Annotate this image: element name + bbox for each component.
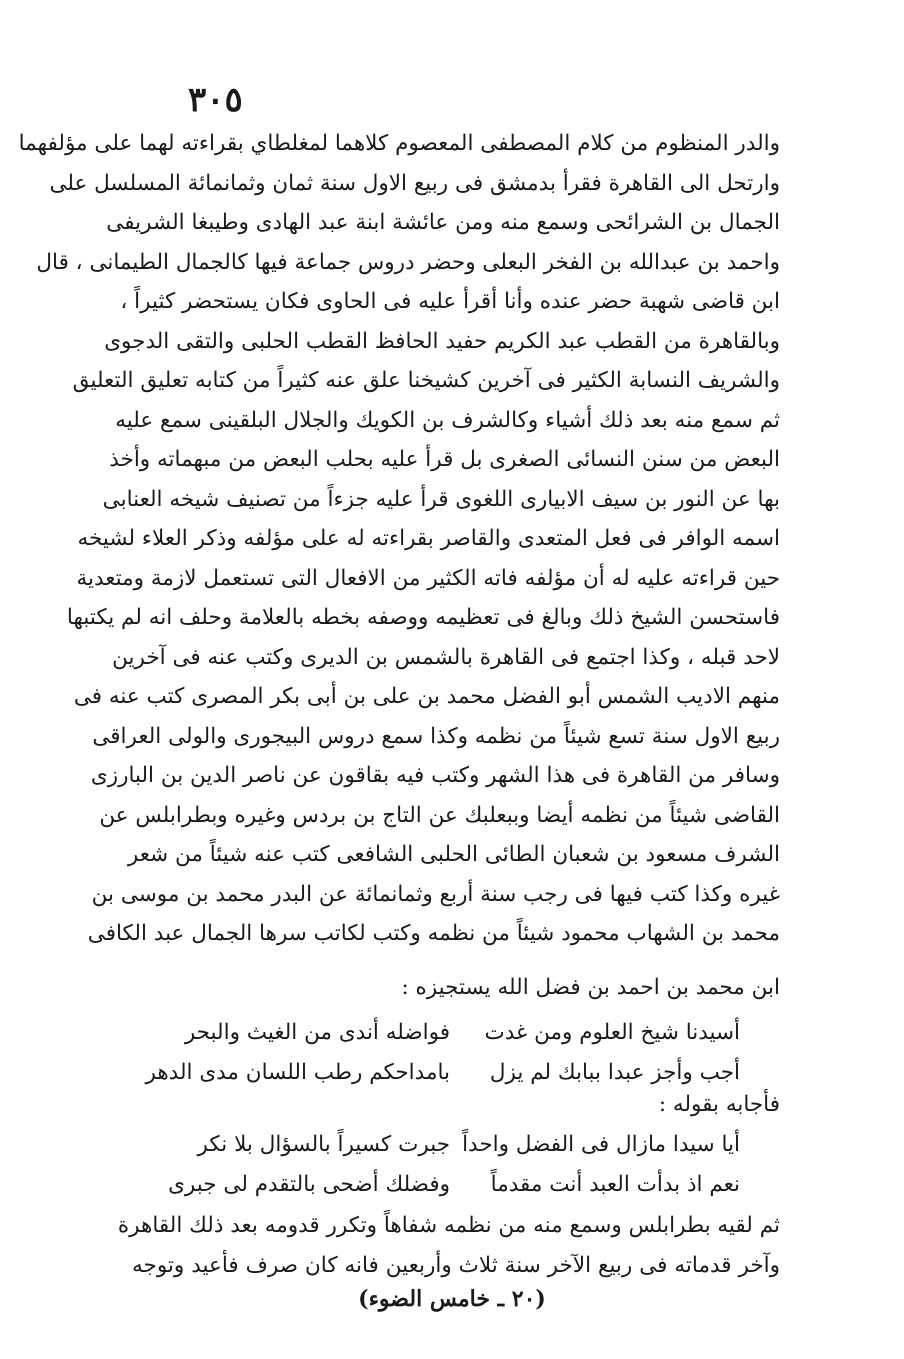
hemistich-first: أسيدنا شيخ العلوم ومن غدت [484,1019,740,1045]
verse-line [160,1012,740,1052]
text-line: واحمد بن عبدالله بن الفخر البعلى وحضر دروس جماعة فيها كالجمال الطيمانى ، قال [36,249,780,275]
text-line: حين قراءته عليه له أن مؤلفه فاته الكثير من الافعال التى تستعمل لازمة ومتعدية [76,565,780,591]
hemistich-first: أيا سيدا مازال فى الفضل واحداً [462,1131,740,1157]
hemistich-second: فواضله أندى من الغيث والبحر [184,1019,450,1045]
hemistich-second: جبرت كسيراً بالسؤال بلا نكر [197,1131,450,1157]
text-line: بها عن النور بن سيف الابيارى اللغوى قرأ عليه جزءاً من تصنيف شيخه العنابى [102,486,780,512]
text-line: البعض من سنن النسائى الصغرى بل قرأ عليه بحلب البعض من مبهماته وأخذ [109,447,780,472]
text-line: وبالقاهرة من القطب عبد الكريم حفيد الحافظ القطب الحلبى والتقى الدجوى [104,328,780,354]
hemistich-second: بامداحكم رطب اللسان مدى الدهر [145,1059,450,1085]
verse-intro: ابن محمد بن احمد بن فضل الله يستجيزه : [401,975,780,1000]
text-line: القاضى شيئاً من نظمه أيضا وببعلبك عن التاج بن بردس وغيره وبطرابلس عن [99,802,780,828]
text-line: الجمال بن الشرائحى وسمع منه ومن عائشة ابنة عبد الهادى وطيبغا الشريفى [106,210,780,235]
text-line: منهم الاديب الشمس أبو الفضل محمد بن على بن أبى بكر المصرى كتب عنه فى [73,684,780,709]
verse-line [160,1124,740,1164]
text-line: ثم لقيه بطرابلس وسمع منه من نظمه شفاهاً وتكرر قدومه بعد ذلك القاهرة [117,1213,780,1238]
text-line: الشرف مسعود بن شعبان الطائى الحلبى الشافعى كتب عنه شيئاً من شعر [127,842,780,867]
text-line: ثم سمع منه بعد ذلك أشياء وكالشرف بن الكويك والجلال البلقينى سمع عليه [115,407,780,433]
text-line: وآخر قدماته فى ربيع الآخر سنة ثلاث وأربعين فانه كان صرف فأعيد وتوجه [132,1252,780,1278]
hemistich-first: أجب وأجز عبدا ببابك لم يزل [489,1059,740,1085]
text-line: ابن قاضى شهبة حضر عنده وأنا أقرأ عليه فى الحاوى فكان يستحضر كثيراً ، [120,289,780,314]
verse-intro: فأجابه بقوله : [658,1092,780,1117]
main-text [18,124,780,954]
signature-mark: (٢٠ ـ خامس الضوء) [358,1286,546,1312]
text-line: محمد بن الشهاب محمود شيئاً من نظمه وكتب لكاتب سرها الجمال عبد الكافى [87,921,780,946]
text-line: لاحد قبله ، وكذا اجتمع فى القاهرة بالشمس بن الديرى وكتب عنه فى آخرين [112,644,780,670]
text-line: وارتحل الى القاهرة فقرأ بدمشق فى ربيع الاول سنة ثمان وثمانمائة المسلسل على [49,170,780,196]
verse-block [145,1012,740,1092]
text-line: والدر المنظوم من كلام المصطفى المعصوم كلاهما لمغلطاي بقراءته لهما على مؤلفهما [18,131,780,156]
text-line: والشريف النسابة الكثير فى آخرين كشيخنا علق عنه كثيراً من كتابه تعليق التعليق [72,368,780,393]
verse-block [160,1124,740,1204]
text-line: وسافر من القاهرة فى هذا الشهر وكتب فيه بقاقون عن ناصر الدين بن البارزى [90,763,780,788]
verse-line [145,1052,740,1092]
text-line: فاستحسن الشيخ ذلك وبالغ فى تعظيمه ووصفه بخطه بالعلامة وحلف انه لم يكتبها [66,605,780,630]
text-line: اسمه الوافر فى فعل المتعدى والقاصر بقراءته له على مؤلفه وذكر العلاء لشيخه [77,526,780,551]
verse-line [160,1164,740,1204]
text-line: ربيع الاول سنة تسع شيئاً من نظمه وكذا سمع دروس البيجورى والولى العراقى [92,723,780,749]
page-number: ٣٠٥ [188,80,243,120]
text-line: غيره وكذا كتب فيها فى رجب سنة أربع وثمانمائة عن البدر محمد بن موسى بن [91,881,780,907]
hemistich-first: نعم اذ بدأت العبد أنت مقدماً [490,1171,740,1197]
hemistich-second: وفضلك أضحى بالتقدم لى جبرى [168,1171,450,1197]
closing-text [117,1206,780,1285]
